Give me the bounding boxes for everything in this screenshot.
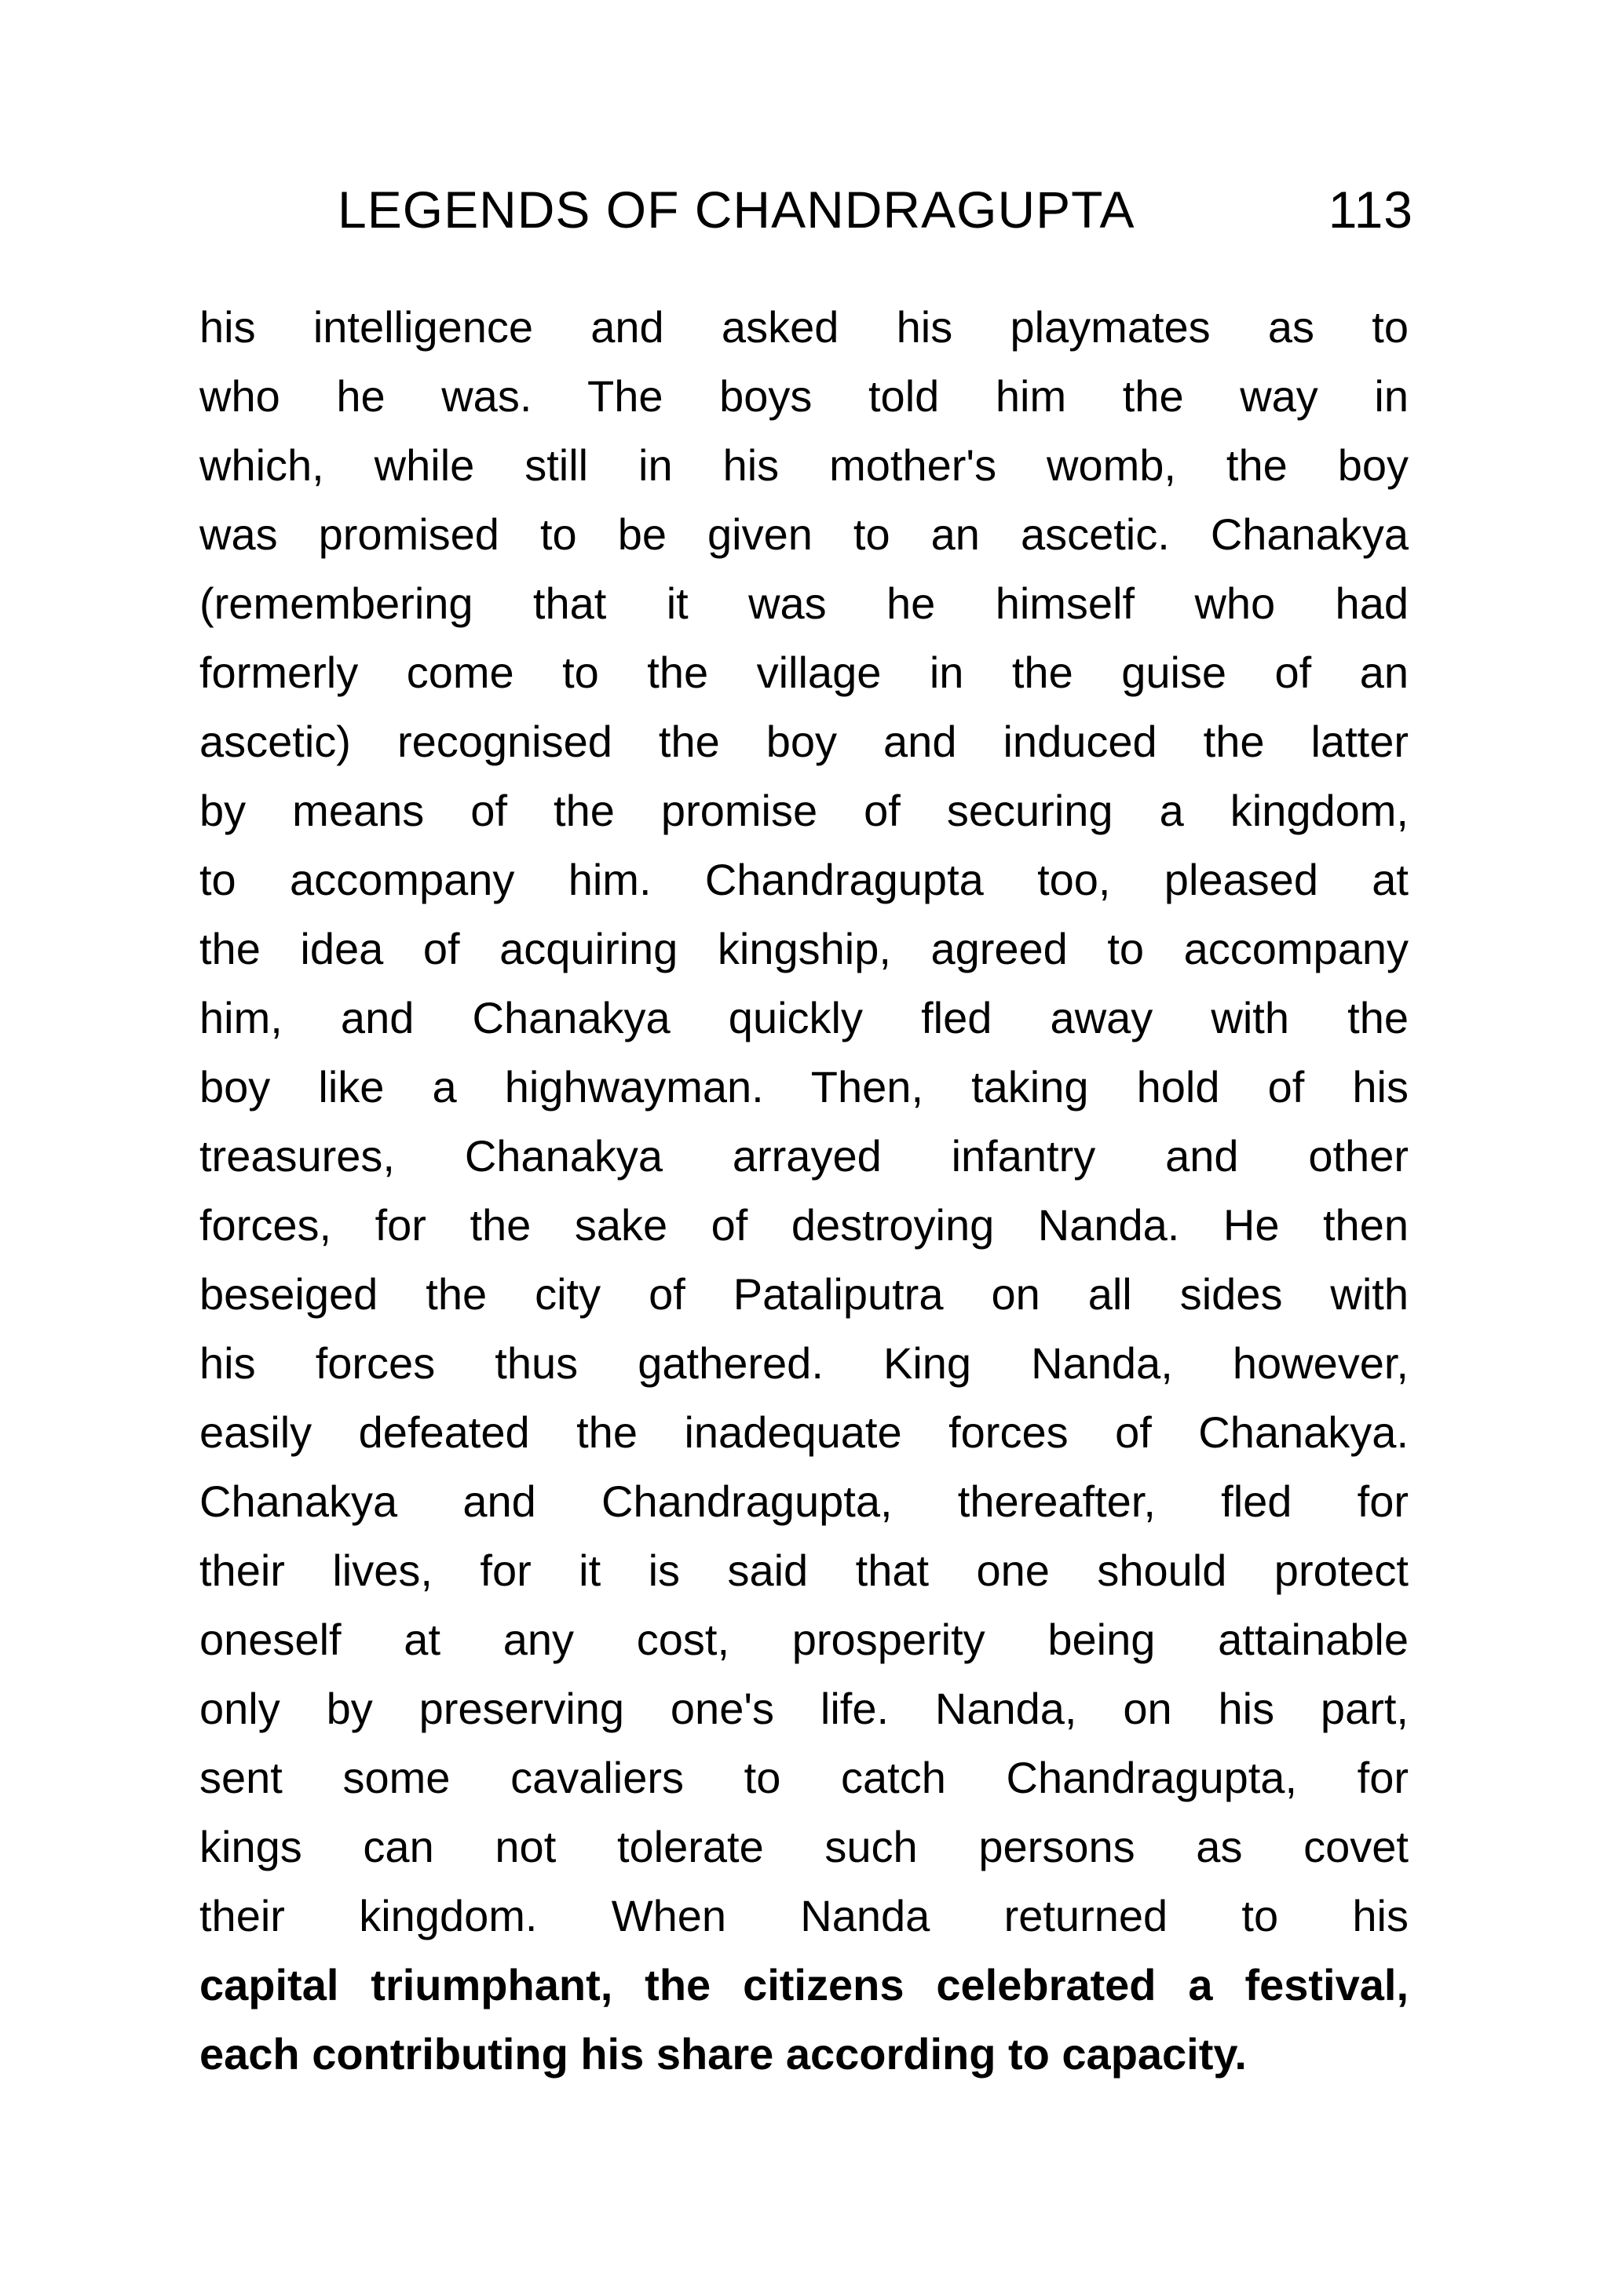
text-line: oneself at any cost, prosperity being attainable	[199, 1615, 1409, 1664]
text-line: capital triumphant, the citizens celebrated a festival,	[199, 1960, 1409, 2009]
text-line: each contributing his share according to capacity.	[199, 2029, 1247, 2079]
running-title: LEGENDS OF CHANDRAGUPTA	[338, 181, 1135, 239]
text-line: forces, for the sake of destroying Nanda. He then	[199, 1200, 1409, 1250]
text-line: sent some cavaliers to catch Chandragupta, for	[199, 1753, 1409, 1802]
text-line: only by preserving one's life. Nanda, on his part,	[199, 1684, 1409, 1733]
text-line: Chanakya and Chandragupta, thereafter, fled for	[199, 1477, 1409, 1526]
text-line: easily defeated the inadequate forces of Chanakya.	[199, 1407, 1409, 1457]
text-line: kings can not tolerate such persons as covet	[199, 1822, 1409, 1871]
running-head	[338, 174, 1413, 245]
text-line: the idea of acquiring kingship, agreed to accompany	[199, 924, 1409, 973]
page-number: 113	[1328, 181, 1413, 239]
text-line: him, and Chanakya quickly fled away with the	[199, 993, 1409, 1042]
text-line: his forces thus gathered. King Nanda, however,	[199, 1338, 1409, 1388]
text-line: formerly come to the village in the guise of an	[199, 648, 1409, 697]
text-line: their lives, for it is said that one should protect	[199, 1546, 1409, 1595]
text-line: their kingdom. When Nanda returned to his	[199, 1891, 1409, 1940]
text-line: was promised to be given to an ascetic. Chanakya	[199, 509, 1409, 559]
text-line: which, while still in his mother's womb, the boy	[199, 440, 1409, 490]
text-line: (remembering that it was he himself who had	[199, 579, 1409, 628]
text-line: boy like a highwayman. Then, taking hold of his	[199, 1062, 1409, 1111]
text-line: by means of the promise of securing a kingdom,	[199, 786, 1409, 835]
body-text	[199, 293, 1409, 2089]
text-line: treasures, Chanakya arrayed infantry and other	[199, 1131, 1409, 1181]
text-line: beseiged the city of Pataliputra on all sides with	[199, 1269, 1409, 1319]
text-line: ascetic) recognised the boy and induced the latter	[199, 717, 1409, 766]
text-line: who he was. The boys told him the way in	[199, 371, 1409, 421]
text-line: his intelligence and asked his playmates as to	[199, 302, 1409, 352]
text-line: to accompany him. Chandragupta too, pleased at	[199, 855, 1409, 904]
